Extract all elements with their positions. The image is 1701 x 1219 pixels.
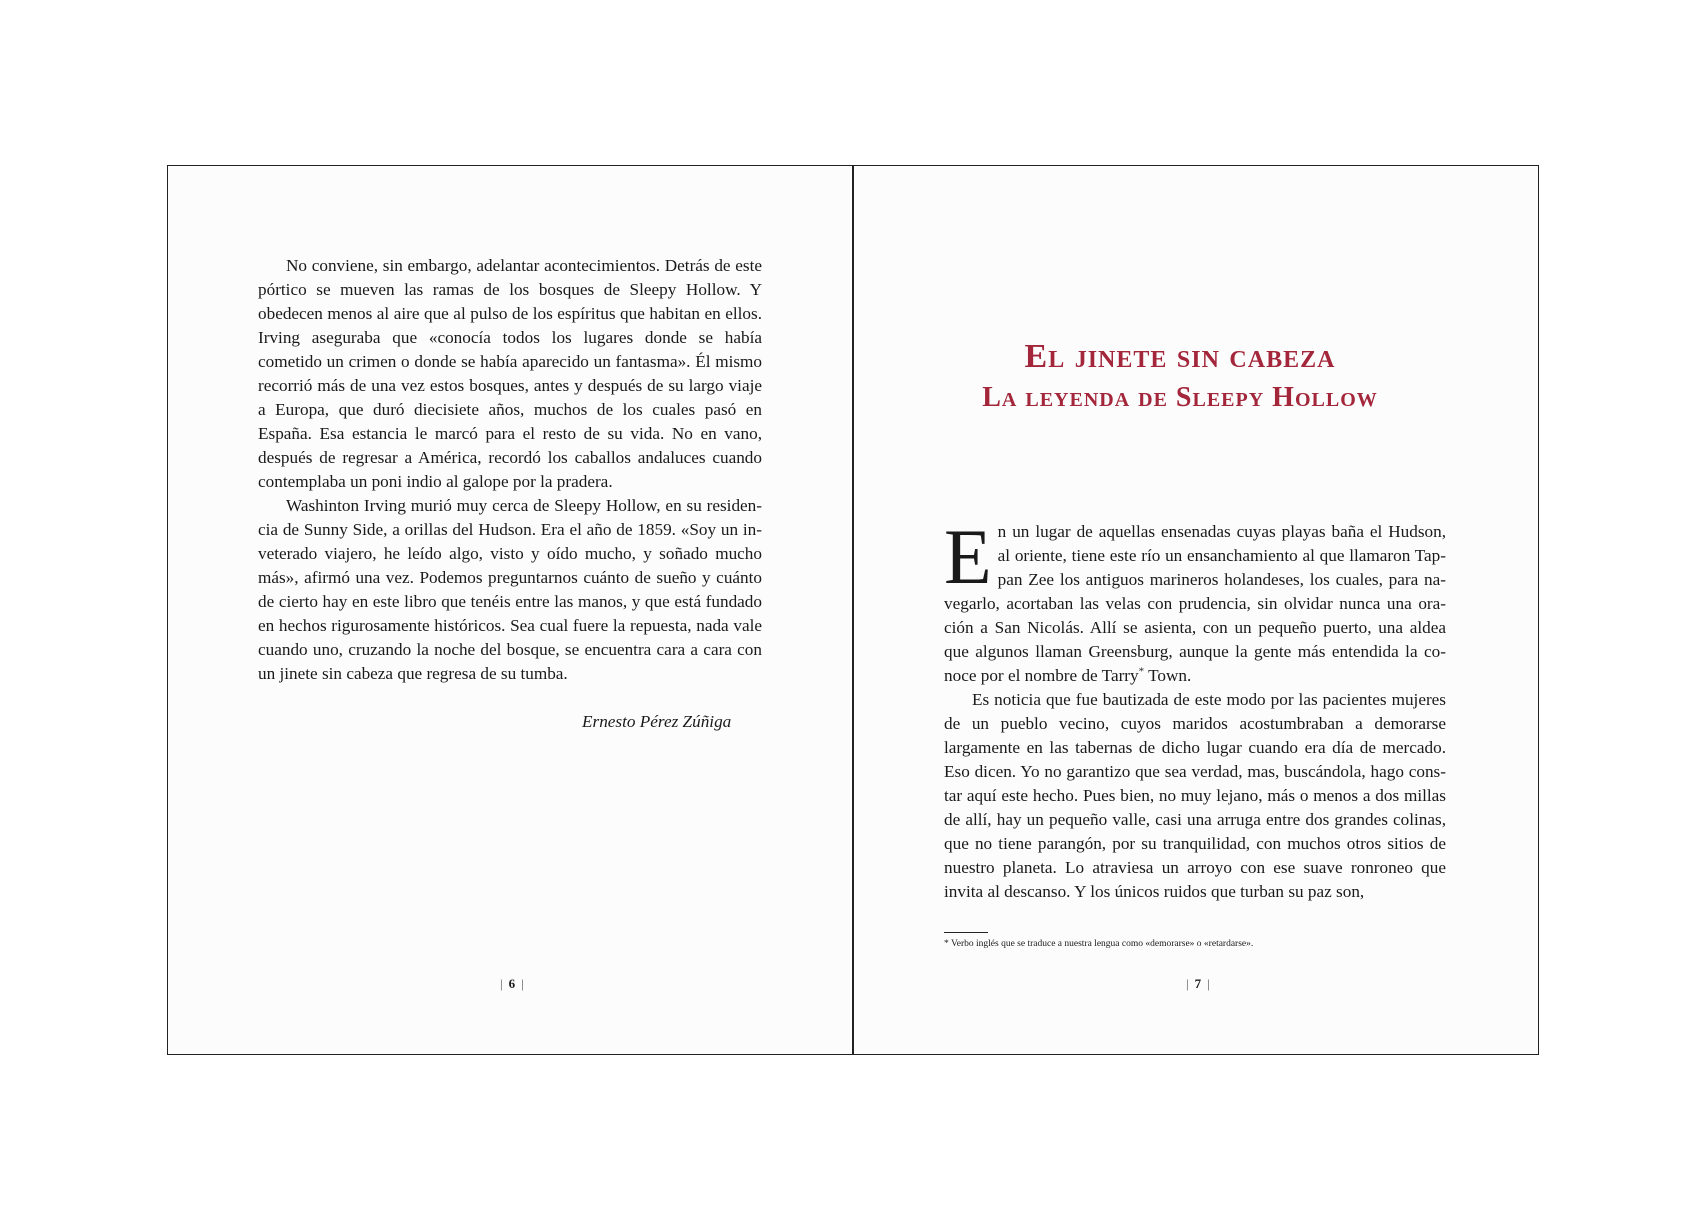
right-paragraph-2: Es noticia que fue bautizada de este modo por las pacientes mujeres de un pueblo vecino, cuyos maridos acostumbraban a demorarse largamente en las tabernas de dicho lugar cuando era día de mercado. Eso dicen. Yo no garantizo que sea verdad, mas, buscándola, hago constar aquí este hecho. Pues bien, no muy lejano, más o menos a dos millas de allí, hay un pequeño valle, casi una arruga entre dos grandes colinas, que no tiene parangón, por su tranquilidad, con muchos otros sitios de nuestro planeta. Lo atraviesa un arroyo con ese suave ronroneo que invita al descanso. Y los únicos ruidos que turban su paz son, [944, 690, 1446, 901]
chapter-subtitle: La leyenda de Sleepy Hollow [982, 382, 1378, 413]
footnote-rule [944, 932, 988, 933]
folio-bar: | [1207, 976, 1210, 991]
left-paragraph-1: No conviene, sin embargo, adelantar acontecimientos. Detrás de este pórtico se mueven las ramas de los bosques de Sleepy Hollow. Y obedecen menos al aire que al pulso de los espíritus que habitan en ellos. Irving aseguraba que «conocía todos los lugares donde se había cometido un crimen o donde se había aparecido un fantasma». Él mismo recorrió más de una vez estos bosques, antes y después de su largo viaje a Europa, que duró diecisiete años, muchos de los cuales pasó en España. Esa estancia le marcó para el resto de su vida. No en vano, después de regresar a América, recordó los caballos andaluces cuando contemplaba un poni indio al galope por la pradera. [258, 256, 762, 491]
footnote-marker[interactable]: * [1138, 665, 1145, 678]
right-paragraph-1 [944, 513, 1446, 688]
page-number-right [1180, 976, 1216, 992]
drop-cap: E [944, 513, 992, 600]
page-divider [852, 165, 854, 1055]
folio-bar: | [521, 976, 524, 991]
chapter-title: El jinete sin cabeza [1024, 338, 1336, 375]
chapter-title-block [900, 335, 1460, 417]
page-number-left [494, 976, 530, 992]
right-paragraph-1-end: Town. [1144, 666, 1192, 685]
right-paragraph-1-body: n un lugar de aquellas ensenadas cuyas playas baña el Hudson, al oriente, tiene este río un ensanchamiento al que llamaron Tappan Zee los antiguos marineros holandeses, los cuales, para navegarlo, acortaban las velas con prudencia, sin olvidar nunca una oración a San Nicolás. Allí se asienta, con un pequeño puerto, una aldea que algunos llaman Greensburg, aunque la gente más entendida la conoce por el nombre de Tarry [944, 522, 1446, 685]
left-paragraph-2: Washinton Irving murió muy cerca de Sleepy Hollow, en su residencia de Sunny Side, a orillas del Hudson. Era el año de 1859. «Soy un inveterado viajero, he leído algo, visto y oído mucho, y soñado mucho más», afirmó una vez. Podemos preguntarnos cuánto de sueño y cuánto de cierto hay en este libro que tenéis entre las manos, y que está fundado en hechos rigurosamente históricos. Sea cual fuere la repuesta, nada vale cuando uno, cruzando la noche del bosque, se encuentra cara a cara con un jinete sin cabeza que regresa de su tumba. [258, 496, 762, 683]
left-page-text [258, 254, 762, 686]
page-number-left-value: 6 [508, 976, 516, 991]
footnote-text: * Verbo inglés que se traduce a nuestra lengua como «demorarse» o «retardarse». [944, 939, 1254, 949]
page-number-right-value: 7 [1194, 976, 1202, 991]
folio-bar: | [1186, 976, 1189, 991]
right-page-text [944, 513, 1446, 904]
folio-bar: | [500, 976, 503, 991]
author-signature: Ernesto Pérez Zúñiga [582, 712, 732, 731]
